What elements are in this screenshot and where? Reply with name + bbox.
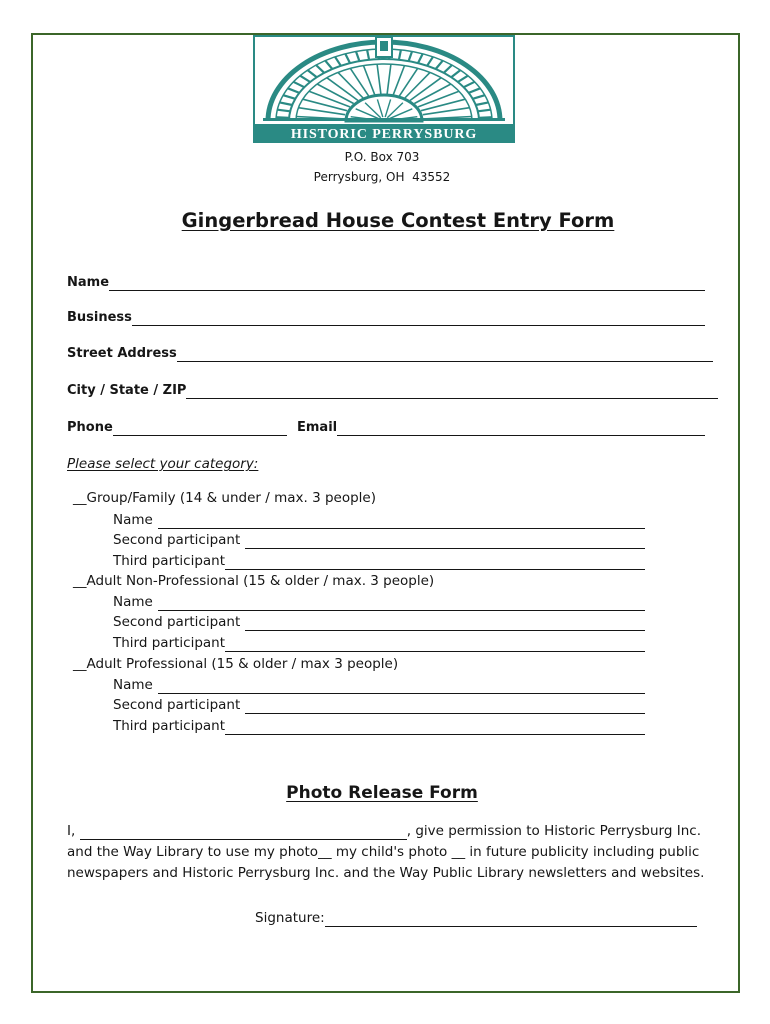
participant-label: Second participant [113, 614, 241, 630]
participant-row [113, 676, 645, 694]
release-consent-line-2: and the Way Library to use my photo__ my child's photo __ in future publicity including public [67, 844, 700, 860]
participant-blank[interactable] [245, 616, 645, 631]
category-option-adult-non-professional[interactable]: __Adult Non-Professional (15 & older / max. 3 people) [73, 573, 435, 589]
name-field-row [67, 274, 705, 292]
participant-blank[interactable] [245, 699, 645, 714]
logo-keystone-window [380, 41, 388, 51]
participant-row [113, 696, 645, 714]
participant-blank[interactable] [225, 720, 645, 735]
photo-release-title: Photo Release Form [286, 783, 478, 803]
participant-row [113, 593, 645, 611]
phone-label: Phone [67, 420, 113, 435]
address-po-box: P.O. Box 703 [344, 150, 420, 164]
participant-label: Name [113, 594, 153, 610]
participant-row [113, 552, 645, 570]
participant-label: Third participant [113, 718, 226, 734]
logo-text: HISTORIC PERRYSBURG [290, 127, 478, 142]
signature-label: Signature: [255, 910, 325, 926]
logo-sill [263, 118, 505, 121]
category-prompt: Please select your category: [67, 456, 259, 472]
participant-row [113, 717, 645, 735]
form-title: Gingerbread House Contest Entry Form [181, 209, 615, 232]
participant-blank[interactable] [158, 514, 645, 529]
logo-voussoir [479, 117, 492, 118]
email-blank[interactable] [337, 421, 705, 436]
release-consent-row [67, 822, 701, 840]
street-address-label: Street Address [67, 346, 177, 361]
release-consent-line-3: newspapers and Historic Perrysburg Inc. and the Way Public Library newsletters and websites. [67, 865, 705, 881]
email-label: Email [297, 420, 338, 435]
participant-label: Second participant [113, 697, 241, 713]
participant-blank[interactable] [245, 534, 645, 549]
logo-voussoir [276, 117, 289, 118]
signature-blank[interactable] [325, 912, 697, 927]
name-label: Name [67, 275, 110, 290]
release-prefix: I, [67, 823, 76, 839]
release-name-blank[interactable] [80, 825, 406, 840]
category-option-adult-professional[interactable]: __Adult Professional (15 & older / max 3 people) [73, 656, 399, 672]
participant-blank[interactable] [158, 679, 645, 694]
participant-blank[interactable] [225, 637, 645, 652]
participant-label: Third participant [113, 553, 226, 569]
participant-row [113, 511, 645, 529]
phone-blank[interactable] [113, 421, 287, 436]
street-address-field-row [67, 345, 713, 363]
address-city-state-zip: Perrysburg, OH 43552 [313, 170, 451, 184]
phone-field-row [67, 419, 287, 437]
business-label: Business [67, 310, 132, 325]
historic-perrysburg-logo [253, 35, 515, 143]
signature-row [255, 909, 697, 927]
release-consent-text: , give permission to Historic Perrysburg Inc. [406, 823, 701, 839]
participant-blank[interactable] [225, 555, 645, 570]
business-field-row [67, 309, 705, 327]
participant-label: Name [113, 677, 153, 693]
city-state-zip-field-row [67, 382, 718, 400]
name-blank[interactable] [109, 276, 705, 291]
category-option-group-family[interactable]: __Group/Family (14 & under / max. 3 people) [73, 490, 377, 506]
participant-row [113, 531, 645, 549]
participant-label: Second participant [113, 532, 241, 548]
participant-row [113, 634, 645, 652]
email-field-row [297, 419, 705, 437]
participant-label: Name [113, 512, 153, 528]
city-state-zip-label: City / State / ZIP [67, 383, 187, 398]
participant-label: Third participant [113, 635, 226, 651]
participant-blank[interactable] [158, 596, 645, 611]
street-address-blank[interactable] [177, 347, 713, 362]
business-blank[interactable] [132, 311, 705, 326]
participant-row [113, 613, 645, 631]
city-state-zip-blank[interactable] [186, 384, 718, 399]
